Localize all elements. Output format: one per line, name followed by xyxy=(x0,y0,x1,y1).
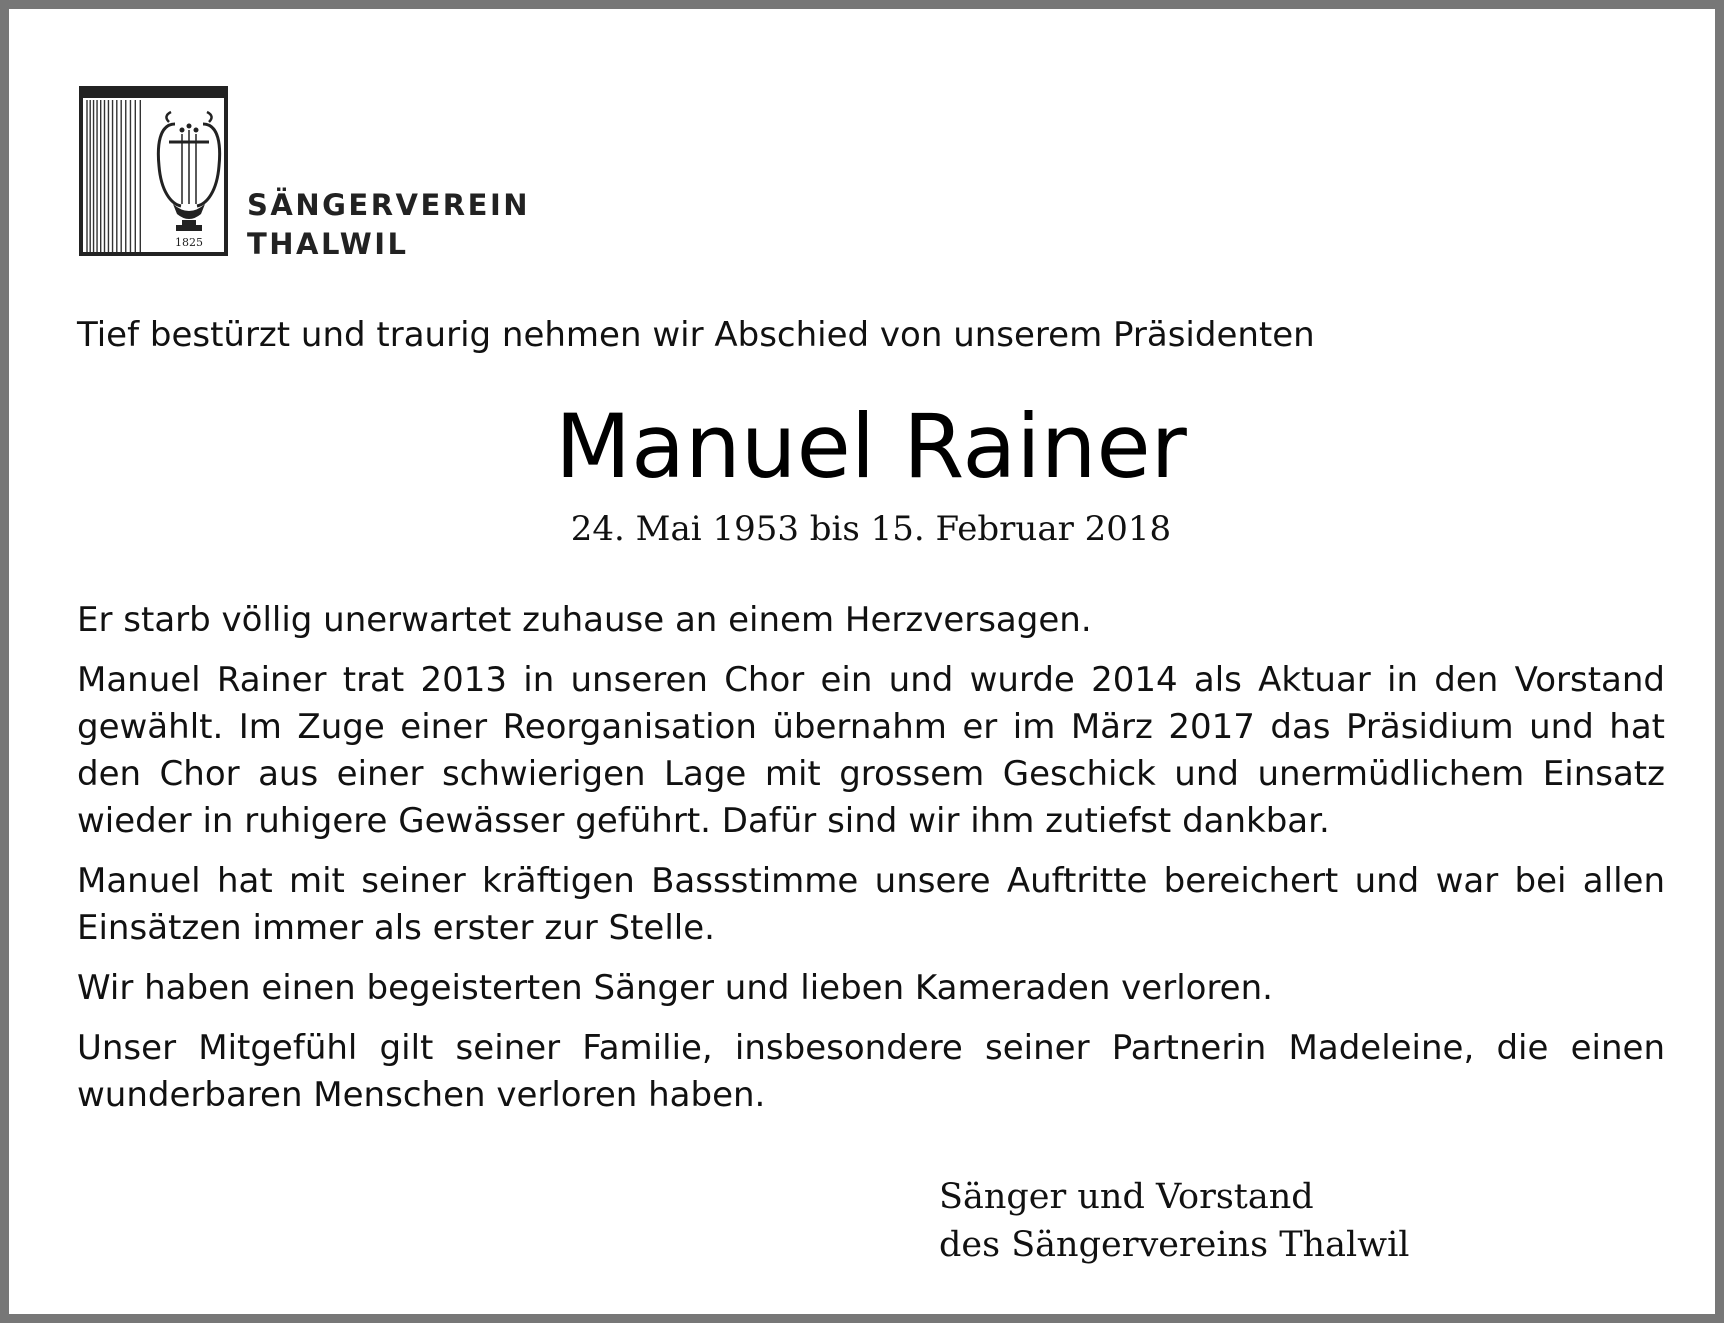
signature xyxy=(939,1173,1409,1269)
paragraph: Manuel Rainer trat 2013 in unseren Chor ein und wurde 2014 als Aktuar in den Vorstand gewählt. Im Zuge einer Reorganisation übernahm er im März 2017 das Präsidium und hat den Chor aus einer schwierigen Lage mit grossem Geschick und unermüdlichem Einsatz wieder in ruhigere Gewässer geführt. Dafür sind wir ihm zutiefst dankbar. xyxy=(77,660,1665,841)
organization-name xyxy=(247,186,530,264)
paragraph: Wir haben einen begeisterten Sänger und lieben Kameraden verloren. xyxy=(77,968,1273,1008)
paragraph: Er starb völlig unerwartet zuhause an einem Herzversagen. xyxy=(77,600,1092,640)
deceased-name: Manuel Rainer xyxy=(555,395,1187,498)
life-dates: 24. Mai 1953 bis 15. Februar 2018 xyxy=(570,509,1172,549)
logo-year: 1825 xyxy=(175,236,203,249)
organization-name-line2: THALWIL xyxy=(247,227,409,261)
lyre-logo-icon xyxy=(79,86,228,256)
intro-text: Tief bestürzt und traurig nehmen wir Abschied von unserem Präsidenten xyxy=(77,315,1315,355)
signature-line1: Sänger und Vorstand xyxy=(939,1177,1314,1217)
organization-logo xyxy=(79,86,530,261)
paragraph: Unser Mitgefühl gilt seiner Familie, insbesondere seiner Partnerin Madeleine, die einen wunderbaren Menschen verloren haben. xyxy=(77,1028,1665,1115)
signature-line2: des Sängervereins Thalwil xyxy=(939,1225,1410,1265)
paragraph: Manuel hat mit seiner kräftigen Bassstimme unsere Auftritte bereichert und war bei allen Einsätzen immer als erster zur Stelle. xyxy=(77,861,1665,948)
notice-body xyxy=(77,597,1665,1132)
organization-name-line1: SÄNGERVEREIN xyxy=(247,188,530,222)
